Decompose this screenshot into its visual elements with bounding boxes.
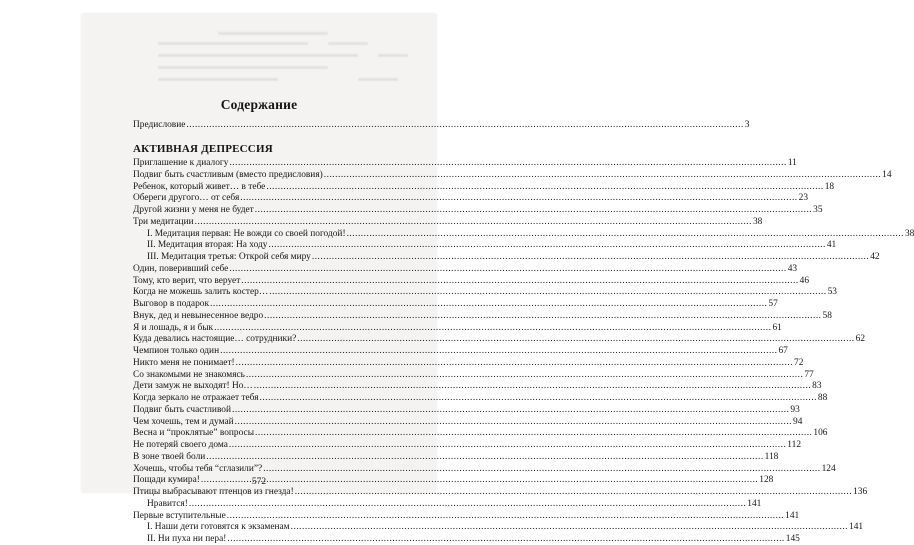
dot-leader xyxy=(210,298,767,310)
toc-entry-label: Нравится! xyxy=(147,498,188,509)
toc-entry-label: Один, поверивший себе xyxy=(133,263,229,274)
toc-entry[interactable] xyxy=(133,416,803,428)
dot-leader xyxy=(186,119,743,131)
toc-entry-label: Тому, кто верит, что верует xyxy=(133,275,241,286)
dot-leader xyxy=(195,216,752,228)
toc-entry-page: 67 xyxy=(778,346,788,356)
toc-entry[interactable] xyxy=(133,157,797,169)
page-title: Содержание xyxy=(220,97,298,112)
dot-leader xyxy=(347,228,904,240)
dot-leader xyxy=(312,251,869,263)
toc-entry-page: 124 xyxy=(821,463,836,474)
page-number: 572 xyxy=(251,477,267,487)
toc-entry-label: Птицы выбрасывают птенцов из гнезда! xyxy=(133,487,294,497)
toc-entry-label: II. Медитация вторая: На ходу xyxy=(147,240,268,251)
toc-entry-page: 141 xyxy=(849,522,864,533)
toc-entry-label: Я и лошадь, я и бык xyxy=(133,322,214,333)
toc-entry[interactable] xyxy=(133,322,782,334)
toc-entry-page: 106 xyxy=(813,428,828,439)
dot-leader xyxy=(206,451,763,463)
toc-entry-label: Ребенок, который живет… в тебе xyxy=(133,181,266,192)
toc-entry-page: 128 xyxy=(759,475,774,486)
toc-entry[interactable] xyxy=(147,251,880,263)
toc-entry-label: Когда не можешь залить костер… xyxy=(133,287,269,298)
toc-entry-label: Чемпион только один xyxy=(133,346,220,356)
dot-leader xyxy=(255,427,812,439)
toc-entry-label: Хочешь, чтобы тебя “сглазили”? xyxy=(133,463,263,474)
toc-entry-page: 83 xyxy=(812,381,822,392)
toc-entry[interactable] xyxy=(147,498,762,510)
toc-entry-page: 23 xyxy=(798,193,809,204)
book-page xyxy=(82,14,914,544)
toc-entry-page: 145 xyxy=(785,534,800,544)
dot-leader xyxy=(254,380,811,392)
toc-entry[interactable] xyxy=(133,286,837,298)
dot-leader xyxy=(235,416,792,428)
toc-entry[interactable] xyxy=(133,439,802,451)
dot-leader xyxy=(266,181,823,193)
dot-leader xyxy=(232,404,789,416)
dot-leader xyxy=(324,169,881,181)
toc-entry-page: 136 xyxy=(853,487,868,497)
toc-entry[interactable] xyxy=(133,486,868,498)
toc-entry-page: 43 xyxy=(787,263,798,274)
toc-entry[interactable] xyxy=(133,404,800,416)
toc-entry-page: 53 xyxy=(827,287,837,298)
toc-entry[interactable] xyxy=(133,451,779,463)
dot-leader xyxy=(214,322,771,334)
toc-entry[interactable] xyxy=(133,369,814,381)
toc-entry-label: Подвиг быть счастливой xyxy=(133,404,232,415)
toc-entry-label: Чем хочешь, тем и думай xyxy=(133,416,234,427)
dot-leader xyxy=(246,369,803,381)
toc-entry-label: Пощади кумира! xyxy=(133,475,200,486)
toc-entry-page: 62 xyxy=(855,334,866,345)
dot-leader xyxy=(255,204,812,216)
toc-entry-page: 58 xyxy=(822,310,832,321)
toc-entry-label: Когда зеркало не отражает тебя xyxy=(133,393,259,403)
toc-entry-label: Дети замуж не выходят! Но… xyxy=(133,381,253,392)
toc-entry[interactable] xyxy=(133,169,892,181)
toc-entry-page: 38 xyxy=(904,228,914,239)
toc-entry-page: 11 xyxy=(787,158,797,168)
toc-entry[interactable] xyxy=(133,392,828,404)
toc-entry[interactable] xyxy=(133,427,828,439)
dot-leader xyxy=(263,463,820,475)
toc-entry-label: Не потеряй своего дома xyxy=(133,440,228,450)
toc-entry-page: 14 xyxy=(882,169,892,180)
toc-entry[interactable] xyxy=(133,204,823,216)
toc-entry-page: 57 xyxy=(768,299,778,309)
toc-entry[interactable] xyxy=(147,239,837,251)
toc-entry[interactable] xyxy=(133,192,809,204)
dot-leader xyxy=(268,239,825,251)
dot-leader xyxy=(227,510,784,522)
toc-entry-page: 112 xyxy=(787,440,802,450)
toc-entry[interactable] xyxy=(147,228,914,240)
toc-entry-page: 3 xyxy=(744,120,750,130)
toc-entry-label: Три медитации xyxy=(133,216,194,227)
toc-entry-label: В зоне твоей боли xyxy=(133,451,206,462)
toc-entry[interactable] xyxy=(133,310,832,322)
dot-leader xyxy=(189,498,746,510)
toc-entry[interactable] xyxy=(133,181,835,193)
toc-entry[interactable] xyxy=(133,510,800,522)
toc-entry-label: Весна и “проклятые” вопросы xyxy=(133,428,254,439)
toc-entry[interactable] xyxy=(133,380,822,392)
dot-leader xyxy=(269,286,826,298)
toc-entry[interactable] xyxy=(133,263,798,275)
toc-entry[interactable] xyxy=(147,521,864,533)
toc-entry-label: Никто меня не понимает! xyxy=(133,357,235,368)
toc-entry[interactable] xyxy=(147,533,800,545)
toc-entry[interactable] xyxy=(133,298,778,310)
toc-entry-page: 141 xyxy=(747,498,762,509)
toc-entry-label: II. Ни пуха ни пера! xyxy=(147,534,227,544)
toc-entry[interactable] xyxy=(133,333,866,345)
toc-entry-label: Внук, дед и невынесенное ведро xyxy=(133,310,264,321)
toc-entry-page: 88 xyxy=(817,393,828,403)
toc-entry[interactable] xyxy=(133,275,810,287)
toc-entry[interactable] xyxy=(133,216,763,228)
toc-entry-label: Первые вступительные xyxy=(133,510,226,521)
toc-entry[interactable] xyxy=(133,345,788,357)
dot-leader xyxy=(229,157,786,169)
toc-entry-page: 18 xyxy=(824,181,835,192)
toc-entry-page: 46 xyxy=(799,275,810,286)
dot-leader xyxy=(240,192,797,204)
dot-leader xyxy=(236,357,793,369)
toc-entry-page: 77 xyxy=(804,369,814,380)
toc-entry-page: 41 xyxy=(826,240,837,251)
toc-entry-label: Обереги другого… от себя xyxy=(133,193,240,204)
table-of-contents xyxy=(82,14,914,544)
toc-entry-page: 35 xyxy=(813,205,823,215)
dot-leader xyxy=(241,275,798,287)
toc-entry-page: 38 xyxy=(752,216,763,227)
toc-entry-page: 61 xyxy=(772,322,782,333)
toc-entry-label: Предисловие xyxy=(133,120,186,130)
toc-entry-label: III. Медитация третья: Открой себя миру xyxy=(147,252,311,262)
toc-entry-label: Другой жизни у меня не будет xyxy=(133,205,254,215)
toc-entry-label: Со знакомыми не знакомясь xyxy=(133,369,245,380)
dot-leader xyxy=(295,486,852,498)
toc-entry-preface[interactable] xyxy=(133,119,750,131)
toc-entry[interactable] xyxy=(133,463,836,475)
toc-entry-page: 94 xyxy=(793,416,803,427)
toc-entry[interactable] xyxy=(133,357,804,369)
dot-leader xyxy=(264,310,821,322)
toc-entry-label: I. Медитация первая: Не вожди со своей погодой! xyxy=(147,228,346,239)
dot-leader xyxy=(291,521,848,533)
toc-entry-page: 93 xyxy=(790,404,800,415)
toc-entry-label: Приглашение к диалогу xyxy=(133,158,229,168)
dot-leader xyxy=(220,345,777,357)
toc-entry-label: Выговор в подарок xyxy=(133,299,209,309)
dot-leader xyxy=(260,392,817,404)
toc-entry-label: Куда девались настоящие… сотрудники? xyxy=(133,334,297,345)
toc-entry-page: 42 xyxy=(870,252,880,262)
toc-entry-label: I. Наши дети готовятся к экзаменам xyxy=(147,522,290,533)
toc-entry-page: 72 xyxy=(794,357,804,368)
dot-leader xyxy=(297,333,854,345)
toc-entry-page: 141 xyxy=(785,510,800,521)
section-heading: АКТИВНАЯ ДЕПРЕССИЯ xyxy=(133,143,273,155)
dot-leader xyxy=(227,533,784,545)
dot-leader xyxy=(229,263,786,275)
toc-entry-page: 118 xyxy=(764,451,779,462)
dot-leader xyxy=(229,439,786,451)
toc-entry-label: Подвиг быть счастливым (вместо предисловия) xyxy=(133,169,323,180)
